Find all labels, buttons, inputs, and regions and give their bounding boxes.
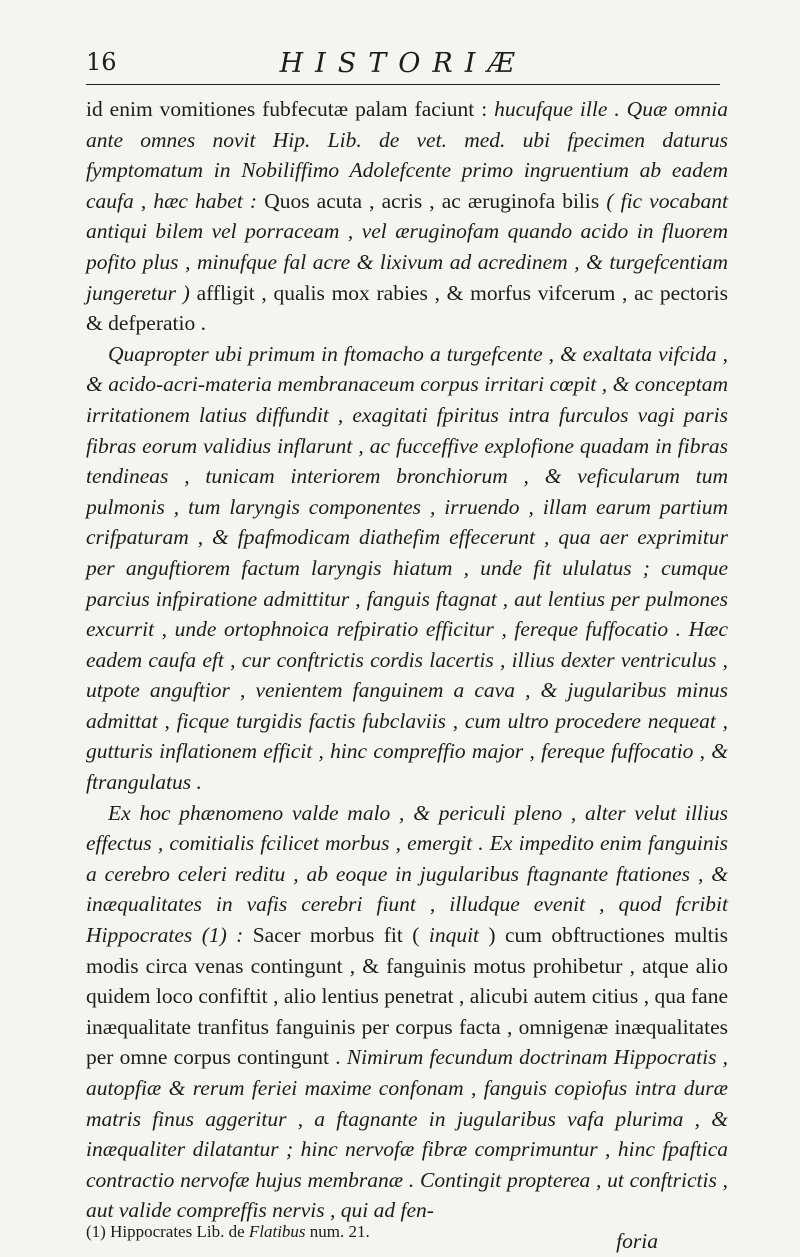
text-run: inquit bbox=[428, 923, 480, 948]
page-header bbox=[86, 48, 720, 88]
footnote-text: num. 21. bbox=[305, 1222, 370, 1241]
text-run: Sacer morbus fit ( bbox=[243, 923, 429, 948]
footnote bbox=[86, 1222, 370, 1242]
page-number: 16 bbox=[86, 48, 117, 76]
text-run: Ex hoc phænomeno valde malo , & periculi pleno , alter velut illius effectus , comitialis fcilicet morbus , emergit . Ex impedito enim fanguinis a cerebro celeri reditu , ab eoque in jugularibus ftagnante ftationes , & inæqualitates in vafis cerebri fiunt , illudque evenit , quod fcribit Hippocrates (1) : bbox=[86, 800, 728, 948]
main-text bbox=[86, 94, 728, 1257]
text-run: affligit , qualis mox rabies , & morfus vifcerum , ac pectoris & defperatio . bbox=[86, 280, 728, 336]
text-run: id enim vomitiones fubfecutæ palam faciunt : bbox=[86, 97, 495, 121]
text-run: Nimirum fecundum doctrinam Hippocratis , autopfiæ & rerum feriei maxime confonam , fanguis copiofus intra duræ matris finus aggeritur , a ftagnante in jugularibus vafa plurima , & inæqualiter dilatantur ; hinc nervofæ fibræ comprimuntur , hinc fpaftica contractio nervofæ hujus membranæ . Contingit propterea , ut conftrictis , aut valide compreffis nervis , qui ad fen- bbox=[86, 1045, 728, 1223]
footnote-title: Flatibus bbox=[248, 1222, 306, 1241]
text-run: Quapropter ubi primum in ftomacho a turgefcente , & exaltata vifcida , & acido-acri-materia membranaceum corpus irritari cœpit , & conceptam irritationem latius diffundit , exagitati fpiritus intra furculos vagi paris fibras eorum validius inflarunt , ac fucceffive explofione quadam in fibras tendineas , tunicam interiorem bronchiorum , & veficularum tum pulmonis , tum laryngis componentes , irruendo , illam earum partium crifpaturam , & fpafmodicam diathefim effecerunt , qua aer exprimitur per anguftiorem factum laryngis hiatum , unde fit ululatus ; cumque parcius infpiratione admittitur , fanguis ftagnat , aut lentius per pulmones excurrit , unde ortophnoica refpiratio efficitur , fereque fuffocatio . Hæc eadem caufa eft , cur conftrictis cordis lacertis , illius dexter ventriculus , utpote anguftior , venientem fanguinem a cava , & jugularibus minus admittat , ficque turgidis factis fubclaviis , cum ultro procedere nequeat , gutturis inflationem efficit , hinc compreffio major , fereque fuffocatio , & ftrangulatus . bbox=[86, 341, 728, 795]
header-rule bbox=[86, 84, 720, 85]
text-run: ( fic vocabant antiqui bilem vel porraceam , vel æruginofam quando acido in fluorem pofito plus , minufque fal acre & lixivum ad acredinem , & turgefcentiam jungeretur ) bbox=[86, 188, 728, 305]
running-title: HISTORIÆ bbox=[279, 48, 527, 79]
text-run: ) cum obftructiones multis modis circa venas contingunt , & fanguinis motus prohibetur , atque alio quidem loco confiftit , alio lentius penetrat , alicubi autem citius , qua fane inæqualitate tranfitus fanguinis per corpus facta , omnigenæ inæqualitates per omne corpus contingunt . bbox=[86, 923, 728, 1070]
footnote-text: (1) Hippocrates Lib. de bbox=[86, 1222, 249, 1241]
paragraph-1 bbox=[86, 94, 728, 339]
paragraph-2 bbox=[86, 339, 728, 798]
text-run: hucufque ille . Quæ omnia ante omnes novit Hip. Lib. de vet. med. ubi fpecimen daturus fymptomatum in Nobiliffimo Adolefcente primo ingruentium ab eadem caufa , hæc habet : bbox=[86, 97, 729, 213]
catchword: foria bbox=[616, 1228, 658, 1253]
paragraph-3 bbox=[86, 798, 728, 1226]
text-run: Quos acuta , acris , ac æruginofa bilis bbox=[257, 188, 607, 213]
